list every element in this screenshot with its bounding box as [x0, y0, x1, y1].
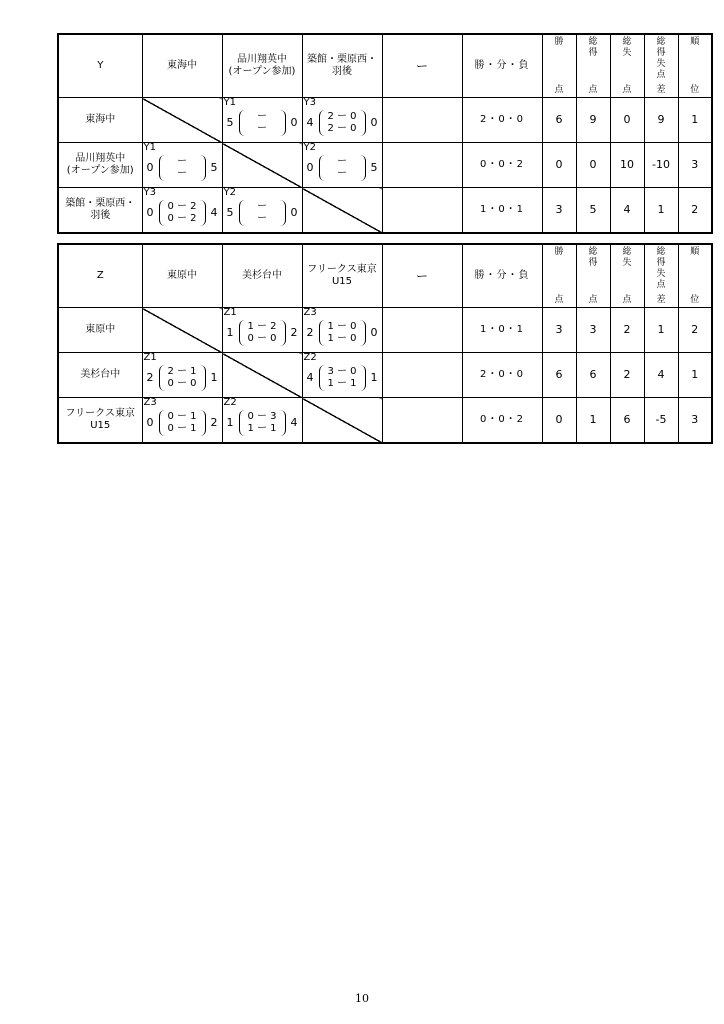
match-score: [303, 320, 382, 346]
team-header: 築館・栗原西・ 羽後: [302, 34, 382, 98]
match-cell: [222, 188, 302, 234]
score-bracket: [239, 320, 286, 346]
stat-header-char: 総: [656, 247, 666, 257]
stat-header-char: 点: [554, 295, 564, 305]
score-right: 0: [370, 326, 378, 339]
stat-value: 0: [542, 143, 576, 188]
stat-value: 3: [542, 308, 576, 353]
record-value: 1・0・1: [462, 308, 542, 353]
score-bracket: [159, 155, 206, 181]
match-score: [143, 410, 222, 436]
stat-header: [576, 244, 610, 308]
score-bracket: [239, 110, 286, 136]
period-score-2: 1 ー 0: [327, 333, 357, 344]
stat-value: 1: [678, 98, 712, 143]
stat-header: [610, 244, 644, 308]
stat-value: 4: [644, 353, 678, 398]
team-name: 東原中: [58, 308, 142, 353]
stat-value: -10: [644, 143, 678, 188]
match-score: [143, 155, 222, 181]
score-bracket: [319, 110, 366, 136]
period-score-1: 0 ー 1: [167, 411, 197, 422]
stat-header-char: 点: [622, 85, 632, 95]
diagonal-cell: [302, 398, 382, 444]
stat-header-char: 勝: [554, 247, 564, 257]
empty-cell: [382, 98, 462, 143]
stat-value: 10: [610, 143, 644, 188]
diagonal-cell: [222, 353, 302, 398]
table-row: [58, 98, 712, 143]
match-id: Y2: [303, 142, 316, 153]
period-score-2: ー: [257, 213, 267, 224]
stat-value: 0: [610, 98, 644, 143]
stat-value: 9: [576, 98, 610, 143]
stat-value: 2: [610, 308, 644, 353]
match-score: [303, 365, 382, 391]
score-right: 5: [370, 161, 378, 174]
score-right: 2: [210, 416, 218, 429]
stat-header-char: 総: [588, 247, 598, 257]
stat-header-char: 点: [554, 85, 564, 95]
record-value: 0・0・2: [462, 398, 542, 444]
stat-header-char: 順: [690, 37, 700, 47]
match-id: Z3: [143, 397, 157, 408]
score-bracket: [319, 365, 366, 391]
team-header: 美杉台中: [222, 244, 302, 308]
period-score-1: 0 ー 2: [167, 201, 197, 212]
period-score-2: 0 ー 1: [167, 423, 197, 434]
match-score: [143, 365, 222, 391]
score-left: 5: [226, 206, 234, 219]
header-row: [58, 34, 712, 98]
stat-value: 5: [576, 188, 610, 234]
stat-header: [610, 34, 644, 98]
period-score-1: ー: [177, 156, 187, 167]
team-name: 品川翔英中 (オープン参加): [58, 143, 142, 188]
stat-value: 1: [644, 308, 678, 353]
score-bracket: [319, 320, 366, 346]
stat-header-char: 差: [656, 295, 666, 305]
league-table-z: [57, 243, 713, 444]
period-score-1: 1 ー 0: [327, 321, 357, 332]
record-value: 0・0・2: [462, 143, 542, 188]
stat-value: 6: [610, 398, 644, 444]
stat-header-char: 得: [588, 48, 598, 58]
match-cell: [222, 398, 302, 444]
stat-header-char: 失: [622, 258, 632, 268]
score-left: 5: [226, 116, 234, 129]
period-score-2: 0 ー 0: [167, 378, 197, 389]
empty-cell: [382, 188, 462, 234]
match-score: [303, 155, 382, 181]
score-left: 4: [306, 116, 314, 129]
score-left: 1: [226, 416, 234, 429]
match-cell: [142, 143, 222, 188]
period-score-1: ー: [257, 111, 267, 122]
stat-header: [644, 244, 678, 308]
diagonal-cell: [142, 308, 222, 353]
stat-value: 4: [610, 188, 644, 234]
team-name: 築館・栗原西・ 羽後: [58, 188, 142, 234]
match-score: [143, 200, 222, 226]
score-bracket: [159, 410, 206, 436]
stat-value: 6: [542, 98, 576, 143]
period-score-2: 1 ー 1: [327, 378, 357, 389]
stat-value: 6: [576, 353, 610, 398]
score-left: 2: [146, 371, 154, 384]
match-id: Y3: [143, 187, 156, 198]
stat-header-char: 点: [622, 295, 632, 305]
match-id: Y1: [223, 97, 236, 108]
stat-header-char: 得: [656, 48, 666, 58]
stat-header: [542, 244, 576, 308]
stat-value: 2: [610, 353, 644, 398]
match-score: [223, 320, 302, 346]
period-score-2: 0 ー 0: [247, 333, 277, 344]
period-score-1: ー: [257, 201, 267, 212]
group-letter: Z: [58, 244, 142, 308]
table-row: [58, 398, 712, 444]
score-right: 0: [290, 206, 298, 219]
stat-header-char: 位: [690, 85, 700, 95]
match-cell: [302, 308, 382, 353]
header-row: [58, 244, 712, 308]
team-name: 美杉台中: [58, 353, 142, 398]
table-row: [58, 308, 712, 353]
match-cell: [302, 98, 382, 143]
stat-header: [542, 34, 576, 98]
match-cell: [142, 398, 222, 444]
match-cell: [222, 308, 302, 353]
diagonal-cell: [142, 98, 222, 143]
group-letter: Y: [58, 34, 142, 98]
diagonal-cell: [302, 188, 382, 234]
match-id: Y2: [223, 187, 236, 198]
match-score: [223, 200, 302, 226]
score-left: 0: [146, 416, 154, 429]
team-name: フリークス東京 U15: [58, 398, 142, 444]
match-score: [223, 110, 302, 136]
stat-header-char: 総: [656, 37, 666, 47]
match-id: Z2: [303, 352, 317, 363]
period-score-1: ー: [337, 156, 347, 167]
score-bracket: [159, 200, 206, 226]
match-cell: [142, 353, 222, 398]
stat-value: 6: [542, 353, 576, 398]
stat-header-char: 得: [588, 258, 598, 268]
diagonal-cell: [222, 143, 302, 188]
stat-header-char: 点: [656, 70, 666, 80]
period-score-2: ー: [177, 168, 187, 179]
score-left: 4: [306, 371, 314, 384]
stat-header-char: 差: [656, 85, 666, 95]
team-header: 品川翔英中 (オープン参加): [222, 34, 302, 98]
match-score: [303, 110, 382, 136]
match-id: Z1: [143, 352, 157, 363]
period-score-1: 2 ー 0: [327, 111, 357, 122]
match-cell: [302, 143, 382, 188]
record-value: 1・0・1: [462, 188, 542, 234]
score-right: 4: [290, 416, 298, 429]
stat-value: 3: [576, 308, 610, 353]
period-score-2: ー: [257, 123, 267, 134]
dash-header: ー: [382, 244, 462, 308]
stat-value: 0: [576, 143, 610, 188]
match-score: [223, 410, 302, 436]
team-header: フリークス東京 U15: [302, 244, 382, 308]
empty-cell: [382, 308, 462, 353]
stat-header-char: 点: [588, 85, 598, 95]
stat-header-char: 勝: [554, 37, 564, 47]
match-cell: [222, 98, 302, 143]
stat-value: 3: [542, 188, 576, 234]
record-value: 2・0・0: [462, 353, 542, 398]
empty-cell: [382, 143, 462, 188]
period-score-1: 3 ー 0: [327, 366, 357, 377]
match-id: Y1: [143, 142, 156, 153]
team-header: 東原中: [142, 244, 222, 308]
stat-value: 0: [542, 398, 576, 444]
score-left: 0: [146, 161, 154, 174]
record-header: 勝・分・負: [462, 244, 542, 308]
table-row: [58, 188, 712, 234]
stat-value: 3: [678, 143, 712, 188]
stat-header-char: 失: [656, 269, 666, 279]
empty-cell: [382, 353, 462, 398]
table-row: [58, 143, 712, 188]
match-id: Z2: [223, 397, 237, 408]
score-right: 2: [290, 326, 298, 339]
stat-value: 3: [678, 398, 712, 444]
stat-value: 1: [576, 398, 610, 444]
period-score-2: 0 ー 2: [167, 213, 197, 224]
match-id: Z3: [303, 307, 317, 318]
team-header: 東海中: [142, 34, 222, 98]
match-cell: [302, 353, 382, 398]
score-right: 1: [210, 371, 218, 384]
match-id: Y3: [303, 97, 316, 108]
stat-header-char: 点: [588, 295, 598, 305]
stat-header: [644, 34, 678, 98]
stat-header-char: 位: [690, 295, 700, 305]
score-bracket: [239, 410, 286, 436]
stat-value: 9: [644, 98, 678, 143]
stat-value: -5: [644, 398, 678, 444]
stat-header-char: 得: [656, 258, 666, 268]
stat-header-char: 総: [588, 37, 598, 47]
period-score-2: 1 ー 1: [247, 423, 277, 434]
dash-header: ー: [382, 34, 462, 98]
score-left: 2: [306, 326, 314, 339]
score-right: 0: [370, 116, 378, 129]
stat-header-char: 点: [656, 280, 666, 290]
score-bracket: [159, 365, 206, 391]
score-right: 0: [290, 116, 298, 129]
stat-header: [576, 34, 610, 98]
empty-cell: [382, 398, 462, 444]
score-left: 0: [146, 206, 154, 219]
page-number: 10: [355, 992, 369, 1005]
score-bracket: [239, 200, 286, 226]
stat-header: [678, 244, 712, 308]
stat-value: 2: [678, 308, 712, 353]
period-score-1: 1 ー 2: [247, 321, 277, 332]
table-row: [58, 353, 712, 398]
period-score-2: ー: [337, 168, 347, 179]
stat-header-char: 順: [690, 247, 700, 257]
record-value: 2・0・0: [462, 98, 542, 143]
stat-value: 1: [644, 188, 678, 234]
stat-header-char: 総: [622, 247, 632, 257]
stat-value: 1: [678, 353, 712, 398]
score-right: 4: [210, 206, 218, 219]
match-id: Z1: [223, 307, 237, 318]
score-left: 0: [306, 161, 314, 174]
stat-header-char: 失: [622, 48, 632, 58]
league-table-y: [57, 33, 713, 234]
record-header: 勝・分・負: [462, 34, 542, 98]
score-left: 1: [226, 326, 234, 339]
stat-header: [678, 34, 712, 98]
stat-header-char: 失: [656, 59, 666, 69]
score-right: 1: [370, 371, 378, 384]
period-score-1: 2 ー 1: [167, 366, 197, 377]
score-right: 5: [210, 161, 218, 174]
team-name: 東海中: [58, 98, 142, 143]
period-score-2: 2 ー 0: [327, 123, 357, 134]
score-bracket: [319, 155, 366, 181]
stat-value: 2: [678, 188, 712, 234]
period-score-1: 0 ー 3: [247, 411, 277, 422]
stat-header-char: 総: [622, 37, 632, 47]
match-cell: [142, 188, 222, 234]
